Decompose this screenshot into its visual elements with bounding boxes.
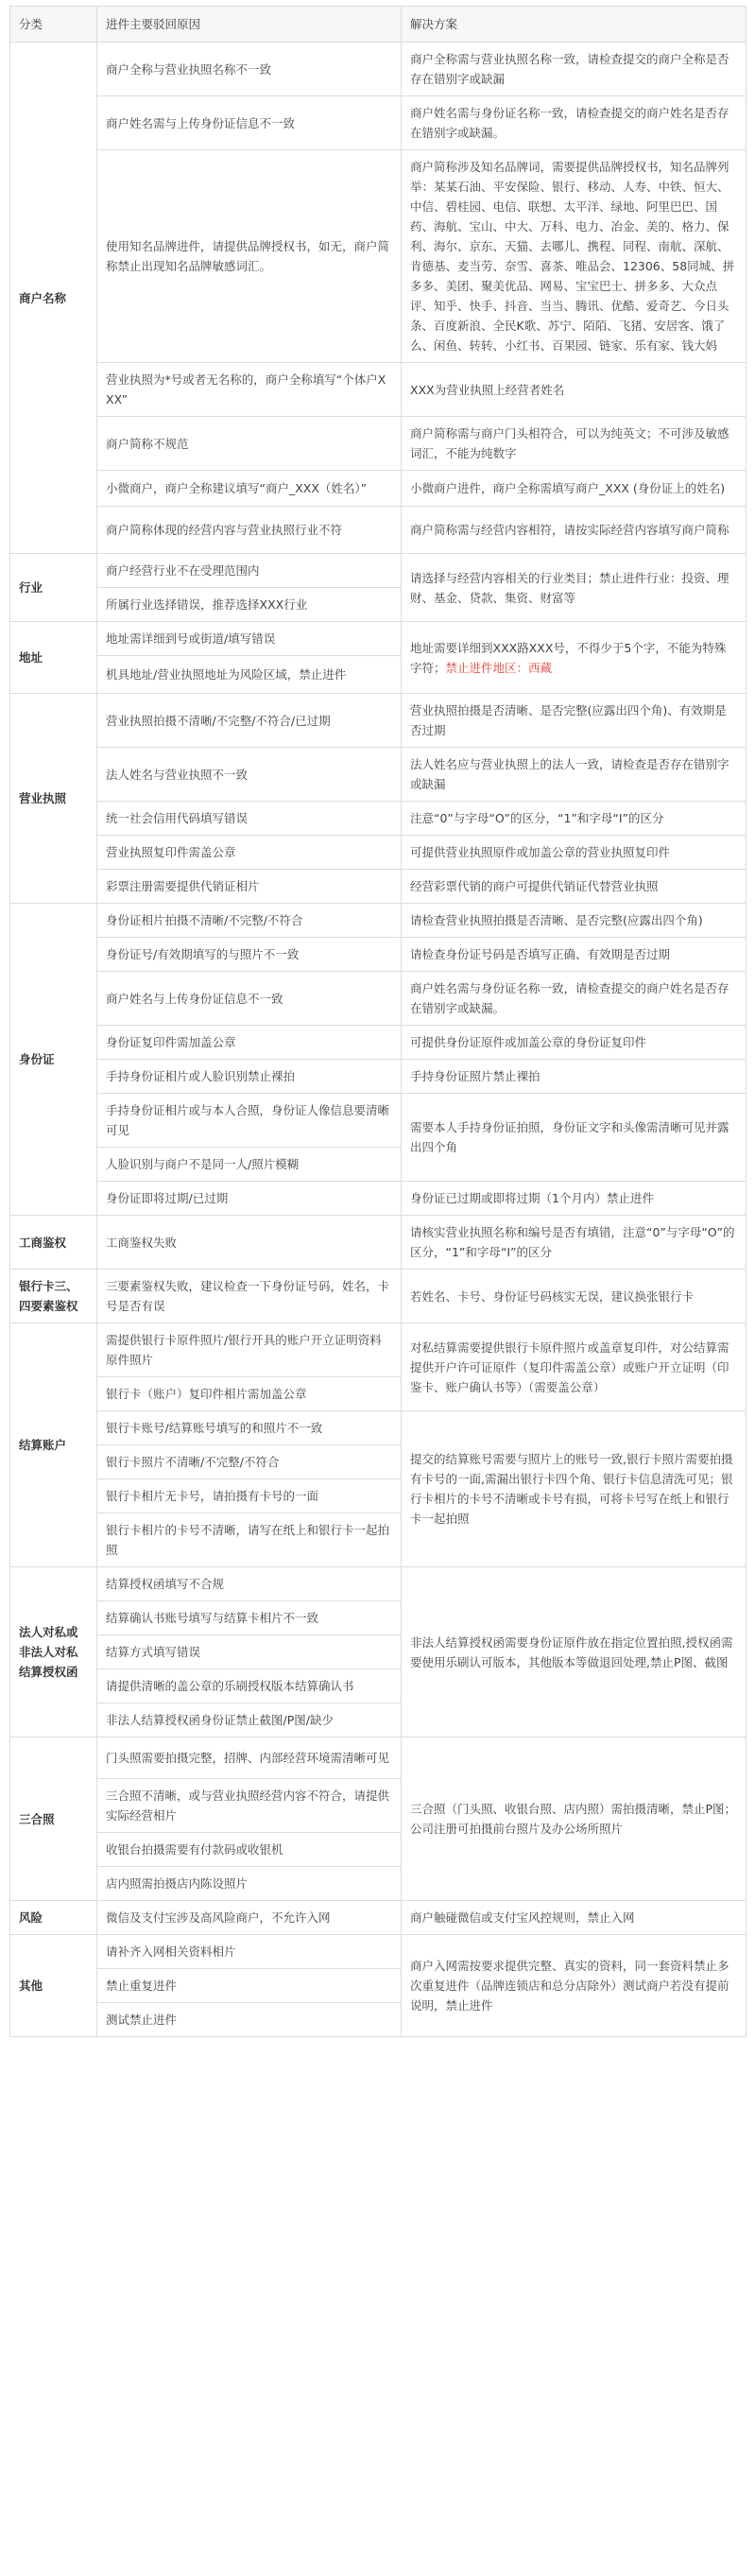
category-cell: 结算账户 <box>10 1323 97 1567</box>
solution-text: 对私结算需要提供银行卡原件照片或盖章复印件，对公结算需提供开户许可证原件（复印件需盖公章）或账户开立证明（印鉴卡、账户确认书等）（需要盖公章） <box>410 1340 729 1394</box>
table-row <box>10 870 746 904</box>
solution-cell <box>402 622 746 694</box>
solution-text: 商户触碰微信或支付宝风控规则，禁止入网 <box>410 1910 635 1925</box>
solution-cell <box>402 904 746 938</box>
reason-cell: 三要素鉴权失败，建议检查一下身份证号码，姓名，卡号是否有误 <box>97 1270 402 1323</box>
solution-cell <box>402 1060 746 1094</box>
reason-cell: 禁止重复进件 <box>97 1969 402 2003</box>
table-row <box>10 1411 746 1445</box>
solution-text: 商户简称需与商户门头相符合，可以为纯英文；不可涉及敏感词汇，不能为纯数字 <box>410 426 729 460</box>
solution-cell <box>402 1323 746 1411</box>
table-row <box>10 1094 746 1148</box>
reason-cell: 商户简称体现的经营内容与营业执照行业不符 <box>97 507 402 554</box>
header-solution: 解决方案 <box>402 7 746 43</box>
reason-cell: 统一社会信用代码填写错误 <box>97 802 402 836</box>
solution-cell <box>402 802 746 836</box>
reason-cell: 银行卡（账户）复印件相片需加盖公章 <box>97 1377 402 1411</box>
reason-cell: 请提供清晰的盖公章的乐刷授权版本结算确认书 <box>97 1669 402 1703</box>
reason-cell: 使用知名品牌进件，请提供品牌授权书，如无，商户简称禁止出现知名品牌敏感词汇。 <box>97 150 402 363</box>
reason-cell: 微信及支付宝涉及高风险商户，不允许入网 <box>97 1901 402 1935</box>
reason-cell: 商户简称不规范 <box>97 417 402 471</box>
table-row <box>10 1026 746 1060</box>
solution-cell <box>402 1216 746 1270</box>
table-row <box>10 694 746 748</box>
solution-cell <box>402 1270 746 1323</box>
table-row <box>10 1060 746 1094</box>
solution-text: 注意“0”与字母“O”的区分，“1”和字母“I”的区分 <box>410 811 664 825</box>
reason-cell: 门头照需要拍摄完整，招牌、内部经营环境需清晰可见 <box>97 1738 402 1779</box>
solution-text: 营业执照拍摄是否清晰、是否完整(应露出四个角)、有效期是否过期 <box>410 703 727 737</box>
solution-text: 非法人结算授权函需要身份证原件放在指定位置拍照,授权函需要使用乐刷认可版本，其他版本等做退回处理,禁止P图、截图 <box>410 1634 733 1669</box>
reason-cell: 所属行业选择错误，推荐选择XXX行业 <box>97 588 402 622</box>
solution-cell <box>402 363 746 417</box>
header-reason: 进件主要驳回原因 <box>97 7 402 43</box>
solution-cell <box>402 507 746 554</box>
solution-text: 商户全称需与营业执照名称一致，请检查提交的商户全称是否存在错别字或缺漏 <box>410 52 729 86</box>
solution-text: 地址需要详细到XXX路XXX号，不得少于5个字，不能为特殊字符； <box>410 640 727 675</box>
reason-cell: 人脸识别与商户不是同一人/照片模糊 <box>97 1148 402 1182</box>
reason-cell: 非法人结算授权函身份证禁止截图/P图/缺少 <box>97 1703 402 1738</box>
table-row <box>10 836 746 870</box>
reason-cell: 银行卡账号/结算账号填写的和照片不一致 <box>97 1411 402 1445</box>
category-cell: 营业执照 <box>10 694 97 904</box>
reason-cell: 身份证号/有效期填写的与照片不一致 <box>97 938 402 972</box>
solution-text: 若姓名、卡号、身份证号码核实无误，建议换张银行卡 <box>410 1288 695 1304</box>
reason-cell: 营业执照拍摄不清晰/不完整/不符合/已过期 <box>97 694 402 748</box>
table-row <box>10 43 746 96</box>
table-row <box>10 417 746 471</box>
category-cell: 工商鉴权 <box>10 1216 97 1270</box>
solution-cell <box>402 1094 746 1182</box>
table-row <box>10 150 746 363</box>
category-cell: 其他 <box>10 1935 97 2037</box>
solution-text: 商户入网需按要求提供完整、真实的资料，同一套资料禁止多次重复进件（品牌连锁店和总分店除外）测试商户若没有提前说明，禁止进件 <box>410 1959 729 2013</box>
solution-cell <box>402 417 746 471</box>
reason-cell: 商户全称与营业执照名称不一致 <box>97 43 402 96</box>
category-cell: 行业 <box>10 554 97 622</box>
prohibited-region-text: 禁止进件地区：西藏 <box>445 660 553 675</box>
reason-cell: 需提供银行卡原件照片/银行开具的账户开立证明资料原件照片 <box>97 1323 402 1377</box>
category-cell: 银行卡三、四要素鉴权 <box>10 1270 97 1323</box>
solution-cell <box>402 150 746 363</box>
rejection-reasons-table <box>9 6 746 2037</box>
table-row <box>10 1270 746 1323</box>
reason-cell: 结算方式填写错误 <box>97 1635 402 1669</box>
solution-text: 三合照（门头照、收银台照、店内照）需拍摄清晰，禁止P图；公司注册可拍摄前台照片及办公场所照片 <box>410 1802 737 1836</box>
category-cell: 风险 <box>10 1901 97 1935</box>
reason-cell: 工商鉴权失败 <box>97 1216 402 1270</box>
solution-cell <box>402 1935 746 2037</box>
table-row <box>10 904 746 938</box>
solution-text: 商户姓名需与身份证名称一致，请检查提交的商户姓名是否存在错别字或缺漏。 <box>410 106 729 140</box>
reason-cell: 手持身份证相片或人脸识别禁止裸拍 <box>97 1060 402 1094</box>
reason-cell: 三合照不清晰，或与营业执照经营内容不符合，请提供实际经营相片 <box>97 1779 402 1833</box>
solution-text: 可提供营业执照原件或加盖公章的营业执照复印件 <box>410 845 671 859</box>
table-row <box>10 1182 746 1216</box>
solution-cell <box>402 96 746 150</box>
reason-cell: 商户姓名需与上传身份证信息不一致 <box>97 96 402 150</box>
reason-cell: 店内照需拍摄店内陈设照片 <box>97 1867 402 1901</box>
solution-cell <box>402 554 746 622</box>
reason-cell: 手持身份证相片或与本人合照，身份证人像信息要清晰可见 <box>97 1094 402 1148</box>
table-row <box>10 1935 746 1969</box>
reason-cell: 银行卡照片不清晰/不完整/不符合 <box>97 1445 402 1479</box>
category-cell: 三合照 <box>10 1738 97 1901</box>
solution-text: 经营彩票代销的商户可提供代销证代替营业执照 <box>410 879 659 893</box>
reason-cell: 机具地址/营业执照地址为风险区域，禁止进件 <box>97 656 402 694</box>
solution-cell <box>402 43 746 96</box>
solution-text: 请检查营业执照拍摄是否清晰、是否完整(应露出四个角) <box>410 913 703 927</box>
category-cell: 商户名称 <box>10 43 97 554</box>
category-cell: 法人对私或非法人对私结算授权函 <box>10 1567 97 1738</box>
category-cell: 地址 <box>10 622 97 694</box>
reason-cell: 商户姓名与上传身份证信息不一致 <box>97 972 402 1026</box>
reason-cell: 地址需详细到号或街道/填写错误 <box>97 622 402 656</box>
reason-cell: 结算确认书账号填写与结算卡相片不一致 <box>97 1601 402 1635</box>
table-body <box>10 43 746 2037</box>
solution-cell <box>402 870 746 904</box>
solution-cell <box>402 1182 746 1216</box>
table-row <box>10 96 746 150</box>
solution-text: 请检查身份证号码是否填写正确、有效期是否过期 <box>410 947 671 961</box>
solution-text: 商户姓名需与身份证名称一致，请检查提交的商户姓名是否存在错别字或缺漏。 <box>410 981 729 1015</box>
table-row <box>10 554 746 588</box>
reason-cell: 请补齐入网相关资料相片 <box>97 1935 402 1969</box>
header-category: 分类 <box>10 7 97 43</box>
table-row <box>10 363 746 417</box>
solution-cell <box>402 836 746 870</box>
solution-cell <box>402 694 746 748</box>
category-cell: 身份证 <box>10 904 97 1216</box>
solution-text: 手持身份证照片禁止裸拍 <box>410 1069 541 1083</box>
reason-cell: 法人姓名与营业执照不一致 <box>97 748 402 802</box>
solution-text: 请选择与经营内容相关的行业类目；禁止进件行业：投资、理财、基金、贷款、集资、财富等 <box>410 570 729 605</box>
table-header-row <box>10 7 746 43</box>
reason-cell: 身份证复印件需加盖公章 <box>97 1026 402 1060</box>
solution-cell <box>402 471 746 507</box>
table-row <box>10 622 746 656</box>
reason-cell: 测试禁止进件 <box>97 2003 402 2037</box>
solution-text: 法人姓名应与营业执照上的法人一致，请检查是否存在错别字或缺漏 <box>410 757 729 791</box>
solution-cell <box>402 1901 746 1935</box>
solution-cell <box>402 938 746 972</box>
table-row <box>10 507 746 554</box>
reason-cell: 营业执照为*号或者无名称的，商户全称填写“个体户XXX” <box>97 363 402 417</box>
table-row <box>10 1738 746 1779</box>
solution-text: 可提供身份证原件或加盖公章的身份证复印件 <box>410 1035 647 1049</box>
solution-text: 商户简称涉及知名品牌词，需要提供品牌授权书，知名品牌列举：某某石油、平安保险、银行、移动、人寿、中铁、恒大、中信、碧桂园、电信、联想、太平洋、绿地、阿里巴巴、国药、海航、宝山、中大、万科、电力、冶金、美的、格力、保利、海尔、京东、天猫、去哪儿、携程、同程、南航、深航、肯德基、麦当劳、奈雪、喜茶、唯品会、12306、58同城、拼多多、美团、聚美优品、网易、宝宝巴士、拼多多、大众点评、知乎、快手、抖音、当当、腾讯、优酷、爱奇艺、今日头条、百度新浪、全民K歌、苏宁、陌陌、飞猪、安居客、饿了么、闲鱼、转转、小红书、百果园、链家、乐有家、钱大妈 <box>410 160 735 353</box>
solution-text: 需要本人手持身份证拍照，身份证文字和头像需清晰可见并露出四个角 <box>410 1120 729 1154</box>
table-row <box>10 748 746 802</box>
solution-text: XXX为营业执照上经营者姓名 <box>410 382 565 397</box>
table-row <box>10 938 746 972</box>
solution-cell <box>402 1026 746 1060</box>
reason-cell: 银行卡相片无卡号，请拍摄有卡号的一面 <box>97 1479 402 1513</box>
solution-cell <box>402 1411 746 1567</box>
reason-cell: 小微商户，商户全称建议填写“商户_XXX（姓名）” <box>97 471 402 507</box>
solution-text: 小微商户进件，商户全称需填写商户_XXX (身份证上的姓名) <box>410 481 726 495</box>
table-row <box>10 1901 746 1935</box>
solution-text: 商户简称需与经营内容相符，请按实际经营内容填写商户简称 <box>410 523 729 537</box>
reason-cell: 商户经营行业不在受理范围内 <box>97 554 402 588</box>
reason-cell: 身份证相片拍摄不清晰/不完整/不符合 <box>97 904 402 938</box>
solution-cell <box>402 748 746 802</box>
reason-cell: 结算授权函填写不合规 <box>97 1567 402 1601</box>
reason-cell: 营业执照复印件需盖公章 <box>97 836 402 870</box>
solution-cell <box>402 1738 746 1901</box>
table-row <box>10 1323 746 1377</box>
table-row <box>10 471 746 507</box>
solution-cell <box>402 1567 746 1738</box>
table-row <box>10 972 746 1026</box>
reason-cell: 银行卡相片的卡号不清晰，请写在纸上和银行卡一起拍照 <box>97 1513 402 1567</box>
table-row <box>10 1216 746 1270</box>
reason-cell: 身份证即将过期/已过期 <box>97 1182 402 1216</box>
reason-cell: 彩票注册需要提供代销证相片 <box>97 870 402 904</box>
solution-cell <box>402 972 746 1026</box>
table-row <box>10 802 746 836</box>
solution-text: 请核实营业执照名称和编号是否有填错，注意“0”与字母“O”的区分，“1”和字母“I”的区分 <box>410 1225 735 1259</box>
solution-text: 提交的结算账号需要与照片上的账号一致,银行卡照片需要拍摄有卡号的一面,需漏出银行卡四个角、银行卡信息清洗可见；银行卡相片的卡号不清晰或卡号有损，可将卡号写在纸上和银行卡一起拍照 <box>410 1452 733 1526</box>
reason-cell: 收银台拍摄需要有付款码或收银机 <box>97 1833 402 1867</box>
solution-text: 身份证已过期或即将过期（1个月内）禁止进件 <box>410 1191 654 1205</box>
table-row <box>10 1567 746 1601</box>
